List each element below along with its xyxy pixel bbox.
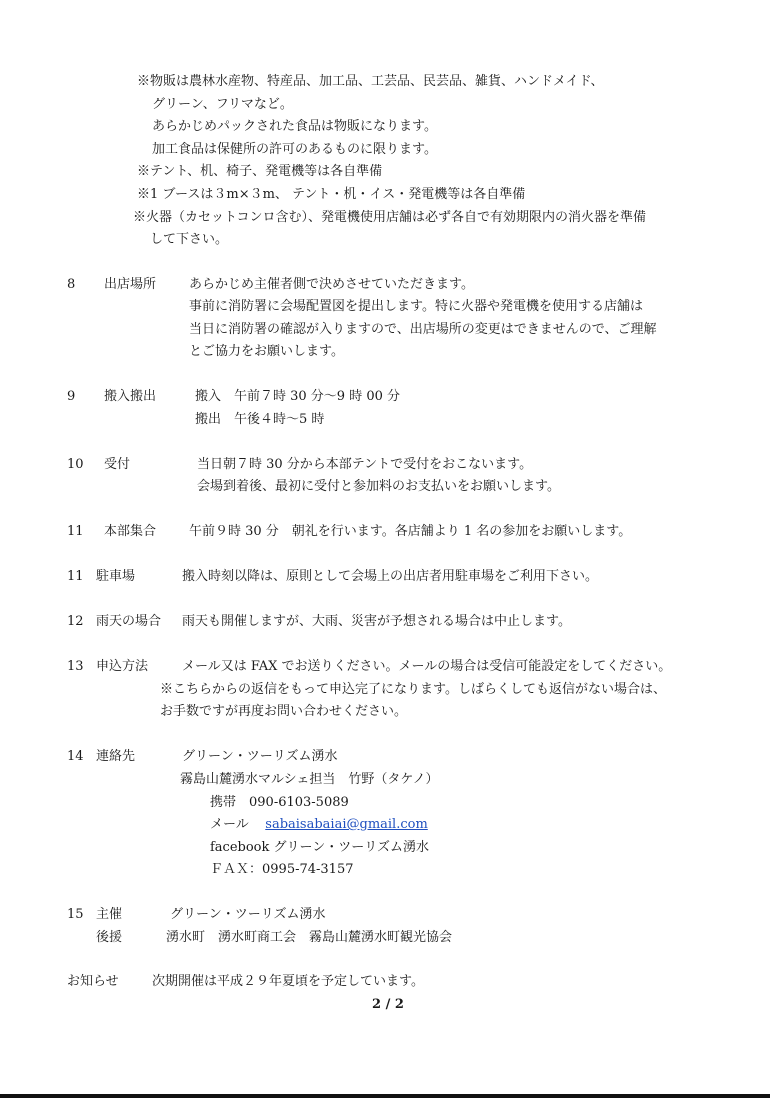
section-text: 湧水町 湧水町商工会 霧島山麓湧水町観光協会 (166, 930, 453, 945)
note-line: ※火器（カセットコンロ含む）、発電機使用店舗は必ず各自で有効期限内の消火器を準備 (133, 210, 646, 225)
contact-mail-row (210, 816, 428, 834)
contact-mail-label: メール (210, 817, 249, 832)
section-label: 駐車場 (96, 569, 136, 584)
section-text: 当日に消防署の確認が入りますので、出店場所の変更はできませんので、ご理解 (189, 322, 657, 337)
section-number: 9 (67, 389, 76, 404)
section-label: 主催 (96, 907, 123, 922)
page-number: 2 / 2 (372, 997, 404, 1012)
section-text: 当日朝７時 30 分から本部テントで受付をおこないます。 (197, 457, 533, 472)
section-number: 11 (67, 569, 84, 584)
section-number: 10 (67, 457, 84, 472)
note-line: あらかじめパックされた食品は物販になります。 (152, 119, 437, 134)
section-label: 連絡先 (96, 749, 136, 764)
contact-phone: 携帯 090-6103-5089 (210, 795, 349, 810)
section-number: 8 (67, 277, 76, 292)
section-text: 搬出 午後４時～5 時 (195, 412, 325, 427)
section-text: 会場到着後、最初に受付と参加料のお支払いをお願いします。 (197, 479, 560, 494)
section-text: グリーン・ツーリズム湧水 (170, 907, 326, 922)
section-text: ※こちらからの返信をもって申込完了になります。しばらくしても返信がない場合は、 (160, 682, 666, 697)
note-line: ※テント、机、椅子、発電機等は各自準備 (137, 164, 383, 179)
email-link[interactable]: sabaisabaiai@gmail.com (265, 817, 428, 832)
section-text: メール又は FAX でお送りください。メールの場合は受信可能設定をしてください。 (182, 659, 672, 674)
section-text: 搬入 午前７時 30 分～9 時 00 分 (195, 389, 401, 404)
section-text: 午前９時 30 分 朝礼を行います。各店舗より 1 名の参加をお願いします。 (189, 524, 632, 539)
note-line: して下さい。 (150, 232, 229, 247)
note-line: グリーン、フリマなど。 (152, 97, 293, 112)
notice-text: 次期開催は平成２９年夏頃を予定しています。 (152, 974, 424, 989)
section-label: 雨天の場合 (96, 614, 162, 629)
section-label: 後援 (96, 930, 123, 945)
section-number: 15 (67, 907, 84, 922)
section-number: 11 (67, 524, 84, 539)
section-label: 受付 (104, 457, 131, 472)
contact-facebook: facebook グリーン・ツーリズム湧水 (210, 840, 430, 855)
section-number: 13 (67, 659, 84, 674)
section-number: 12 (67, 614, 84, 629)
section-text: 搬入時刻以降は、原則として会場上の出店者用駐車場をご利用下さい。 (182, 569, 599, 584)
section-text: 事前に消防署に会場配置図を提出します。特に火器や発電機を使用する店舗は (189, 299, 643, 314)
section-text: あらかじめ主催者側で決めさせていただきます。 (189, 277, 474, 292)
section-label: 出店場所 (104, 277, 157, 292)
note-line: 加工食品は保健所の許可のあるものに限ります。 (152, 142, 437, 157)
notice-label: お知らせ (67, 974, 119, 989)
section-text: 雨天も開催しますが、大雨、災害が予想される場合は中止します。 (182, 614, 571, 629)
contact-fax: ＦＡＸ：0995-74-3157 (210, 862, 354, 877)
note-line: ※1 ブースは３m×３m、 テント・机・イス・発電機等は各自準備 (137, 187, 526, 202)
section-text: とご協力をお願いします。 (189, 344, 344, 359)
contact-org: グリーン・ツーリズム湧水 (182, 749, 338, 764)
section-label: 申込方法 (96, 659, 149, 674)
section-number: 14 (67, 749, 84, 764)
note-line: ※物販は農林水産物、特産品、加工品、工芸品、民芸品、雑貨、ハンドメイド、 (137, 74, 604, 89)
section-label: 搬入搬出 (104, 389, 157, 404)
section-text: お手数ですが再度お問い合わせください。 (160, 704, 408, 719)
page-bottom-border (0, 1094, 770, 1098)
section-label: 本部集合 (104, 524, 157, 539)
contact-person: 霧島山麓湧水マルシェ担当 竹野（タケノ） (180, 772, 439, 787)
